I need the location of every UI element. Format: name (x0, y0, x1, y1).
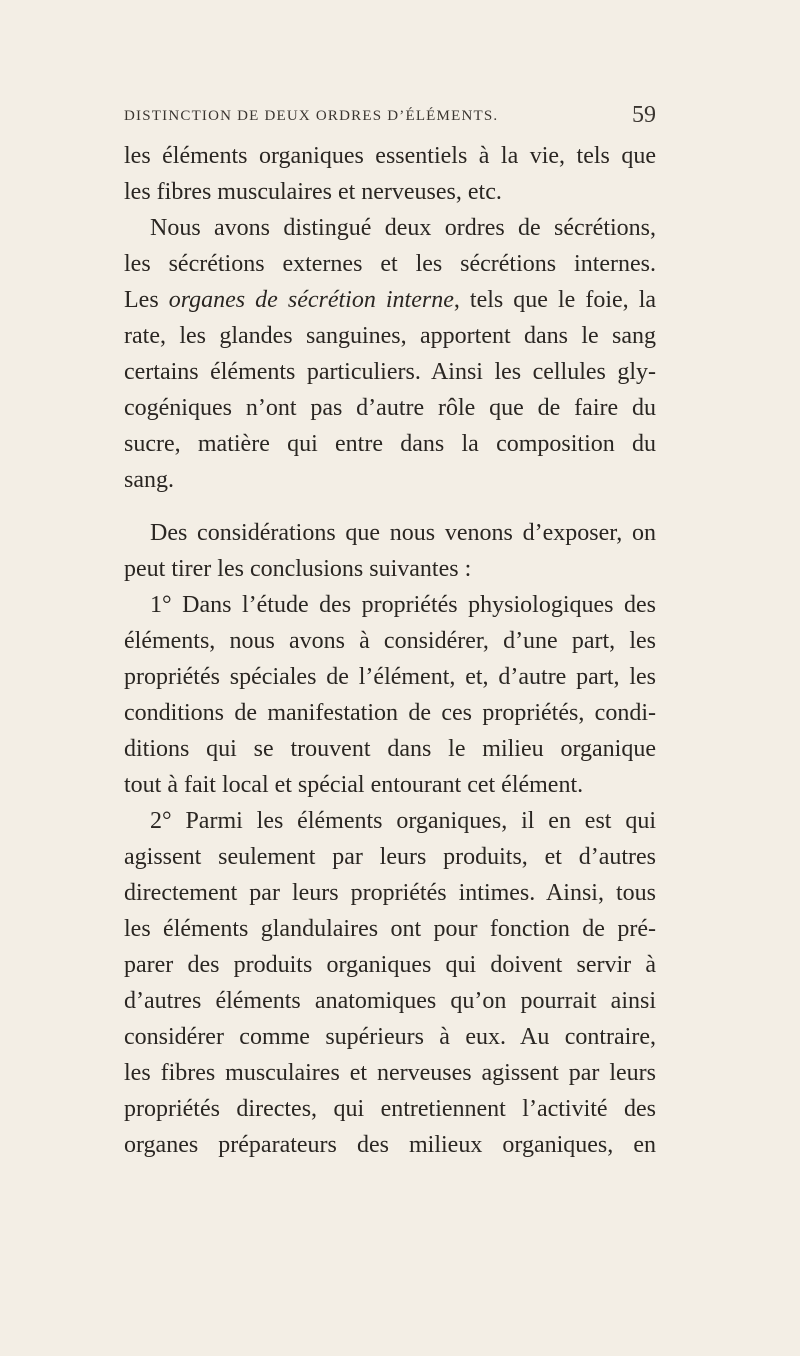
text-line: les sécrétions externes et les sécrétions internes. (124, 251, 656, 277)
text-fragment: Les (124, 287, 169, 313)
text-line: Nous avons distingué deux ordres de sécrétions, (150, 215, 656, 241)
text-line: organes préparateurs des milieux organiques, en (124, 1132, 656, 1158)
text-line-mixed (124, 282, 656, 318)
text-line: d’autres éléments anatomiques qu’on pourrait ainsi (124, 988, 656, 1014)
italic-term: organes de sécrétion interne (168, 287, 454, 313)
text-line: Des considérations que nous venons d’exposer, on (150, 520, 656, 546)
text-line: peut tirer les conclusions suivantes : (124, 556, 472, 582)
text-line: rate, les glandes sanguines, apportent dans le sang (124, 323, 656, 349)
text-line: les éléments organiques essentiels à la vie, tels que (124, 143, 656, 169)
text-line: propriétés spéciales de l’élément, et, d’autre part, les (124, 664, 656, 690)
text-line: ditions qui se trouvent dans le milieu organique (124, 736, 656, 762)
text-line: 2° Parmi les éléments organiques, il en est qui (150, 808, 656, 834)
text-line: propriétés directes, qui entretiennent l’activité des (124, 1096, 656, 1122)
text-line: tout à fait local et spécial entourant cet élément. (124, 772, 584, 798)
running-title: DISTINCTION DE DEUX ORDRES D’ÉLÉMENTS. (124, 108, 499, 124)
text-line: sang. (124, 467, 174, 493)
text-line: éléments, nous avons à considérer, d’une part, les (124, 628, 656, 654)
text-line: agissent seulement par leurs produits, et d’autres (124, 844, 656, 870)
text-line: sucre, matière qui entre dans la composition du (124, 431, 656, 457)
text-line: considérer comme supérieurs à eux. Au contraire, (124, 1024, 656, 1050)
text-line: directement par leurs propriétés intimes. Ainsi, tous (124, 880, 656, 906)
running-head (124, 104, 656, 134)
text-line: certains éléments particuliers. Ainsi les cellules gly- (124, 359, 656, 385)
text-line: conditions de manifestation de ces propriétés, condi- (124, 700, 656, 726)
page-number: 59 (632, 102, 656, 128)
text-line: les éléments glandulaires ont pour fonction de pré- (124, 916, 656, 942)
text-fragment: , tels que le foie, la (453, 287, 657, 313)
text-line: les fibres musculaires et nerveuses agissent par leurs (124, 1060, 656, 1086)
text-line: cogéniques n’ont pas d’autre rôle que de faire du (124, 395, 656, 421)
text-line: parer des produits organiques qui doivent servir à (124, 952, 656, 978)
text-line: les fibres musculaires et nerveuses, etc. (124, 179, 502, 205)
text-line: 1° Dans l’étude des propriétés physiologiques des (150, 592, 656, 618)
